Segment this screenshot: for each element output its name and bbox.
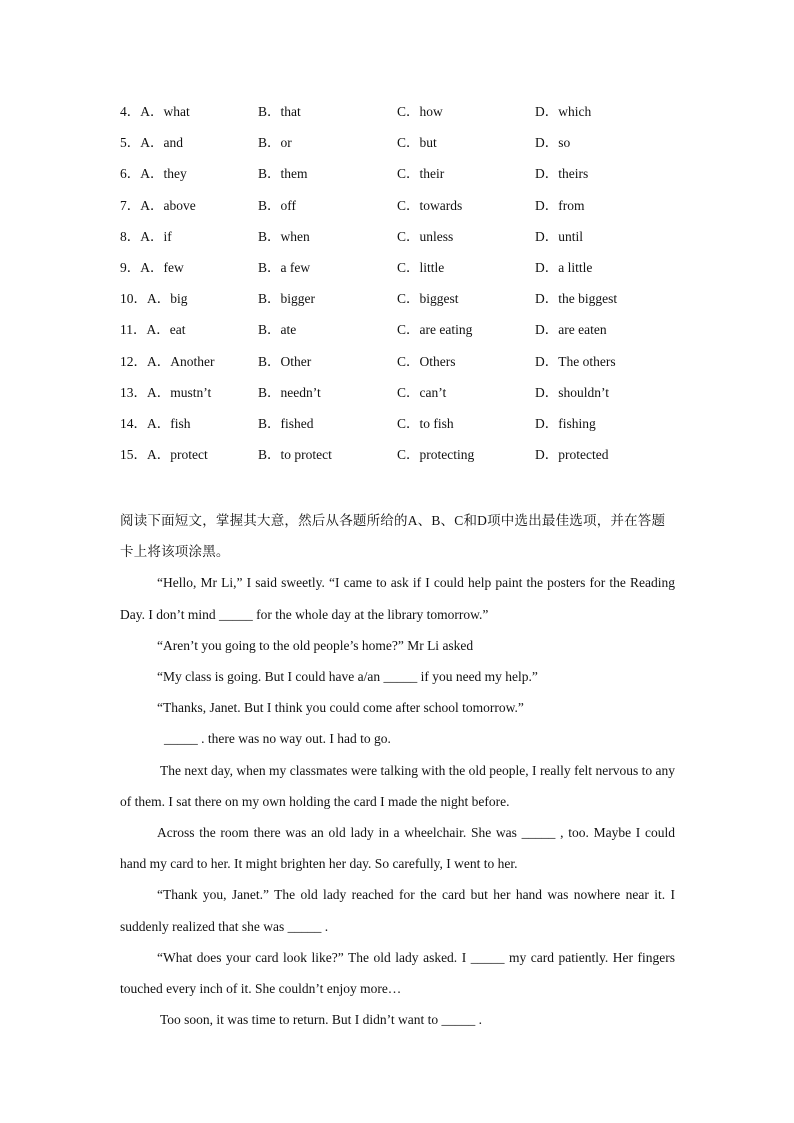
- option-b: B．that: [258, 104, 301, 119]
- option-c: C．their: [397, 166, 445, 182]
- option-c: C．how: [397, 104, 443, 119]
- option-c: C．protecting: [397, 447, 475, 463]
- option-c: C．are eating: [397, 322, 473, 338]
- question-row: [120, 163, 680, 194]
- option-a: 10．A．big: [120, 291, 188, 307]
- paragraph: “What does your card look like?” The old lady asked. I _____ my card patiently. Her fingers touched every inch of it. She couldn’t enjoy more…: [120, 949, 675, 997]
- option-a: 7．A．above: [120, 197, 196, 213]
- question-row: [120, 413, 680, 444]
- option-b: B．them: [258, 166, 308, 182]
- option-b: B．bigger: [258, 291, 315, 307]
- option-d: D．The others: [535, 353, 616, 369]
- question-row: [120, 288, 680, 319]
- option-a: 15．A．protect: [120, 447, 208, 463]
- question-row: [120, 226, 680, 257]
- paragraph: Too soon, it was time to return. But I didn’t want to _____ .: [160, 1012, 483, 1028]
- paragraph: Across the room there was an old lady in a wheelchair. She was _____ , too. Maybe I could hand my card to her. It might brighten her day. So carefully, I went to her.: [120, 825, 675, 872]
- option-a: 13．A．mustn’t: [120, 384, 212, 400]
- option-d: D．a little: [535, 259, 593, 275]
- option-b: B．or: [258, 135, 292, 151]
- option-a: 5．A．and: [120, 135, 183, 151]
- question-row: [120, 444, 680, 475]
- option-d: D．from: [535, 197, 585, 213]
- option-a: 12．A．Another: [120, 353, 215, 369]
- paragraph: “Aren’t you going to the old people’s home?” Mr Li asked: [157, 637, 474, 653]
- option-a: 11．A．eat: [120, 322, 186, 338]
- option-c: C．to fish: [397, 415, 454, 431]
- option-c: C．unless: [397, 228, 454, 244]
- option-a: 14．A．fish: [120, 415, 191, 431]
- option-b: B．Other: [258, 353, 312, 369]
- option-b: B．fished: [258, 415, 314, 431]
- instructions: 阅读下面短文，掌握其大意，然后从各题所给的A、B、C和D项中选出最佳选项，并在答题卡上将该项涂黑。: [120, 513, 666, 560]
- question-row: [120, 132, 680, 163]
- option-b: B．needn’t: [258, 384, 321, 400]
- option-c: C．biggest: [397, 291, 459, 307]
- option-b: B．off: [258, 197, 297, 213]
- option-d: D．fishing: [535, 415, 596, 431]
- multiple-choice-list: [120, 101, 680, 475]
- question-row: [120, 195, 680, 226]
- option-d: D．which: [535, 104, 592, 119]
- cloze-passage: [120, 505, 675, 1035]
- paragraph: “Thanks, Janet. But I think you could come after school tomorrow.”: [157, 700, 524, 716]
- option-c: C．can’t: [397, 384, 447, 400]
- question-row: [120, 351, 680, 382]
- paragraph: The next day, when my classmates were talking with the old people, I really felt nervous to any of them. I sat there on my own holding the card I made the night before.: [120, 762, 675, 809]
- option-d: D．so: [535, 135, 571, 151]
- paragraph: “Thank you, Janet.” The old lady reached for the card but her hand was nowhere near it. I suddenly realized that she was _____ .: [120, 887, 675, 934]
- option-d: D．until: [535, 228, 584, 244]
- paragraph: _____ . there was no way out. I had to go.: [164, 731, 391, 747]
- question-row: [120, 257, 680, 288]
- option-a: 6．A．they: [120, 166, 187, 182]
- paragraph: “Hello, Mr Li,” I said sweetly. “I came to ask if I could help paint the posters for the Reading Day. I don’t mind _____ for the whole day at the library tomorrow.”: [120, 575, 675, 622]
- question-row: [120, 382, 680, 413]
- option-b: B．a few: [258, 259, 311, 275]
- option-c: C．but: [397, 135, 437, 151]
- option-d: D．the biggest: [535, 291, 618, 307]
- question-row: [120, 319, 680, 350]
- option-b: B．to protect: [258, 447, 332, 463]
- paragraph: “My class is going. But I could have a/an _____ if you need my help.”: [157, 669, 538, 685]
- question-row: [120, 101, 680, 132]
- option-d: D．theirs: [535, 166, 589, 182]
- option-a: 8．A．if: [120, 228, 172, 244]
- option-b: B．ate: [258, 322, 297, 338]
- option-b: B．when: [258, 228, 310, 244]
- option-a: 4．A．what: [120, 104, 190, 119]
- option-c: C．towards: [397, 197, 463, 213]
- option-d: D．shouldn’t: [535, 384, 610, 400]
- option-c: C．little: [397, 259, 445, 275]
- option-d: D．protected: [535, 447, 609, 463]
- option-d: D．are eaten: [535, 322, 607, 338]
- option-c: C．Others: [397, 353, 456, 369]
- option-a: 9．A．few: [120, 259, 184, 275]
